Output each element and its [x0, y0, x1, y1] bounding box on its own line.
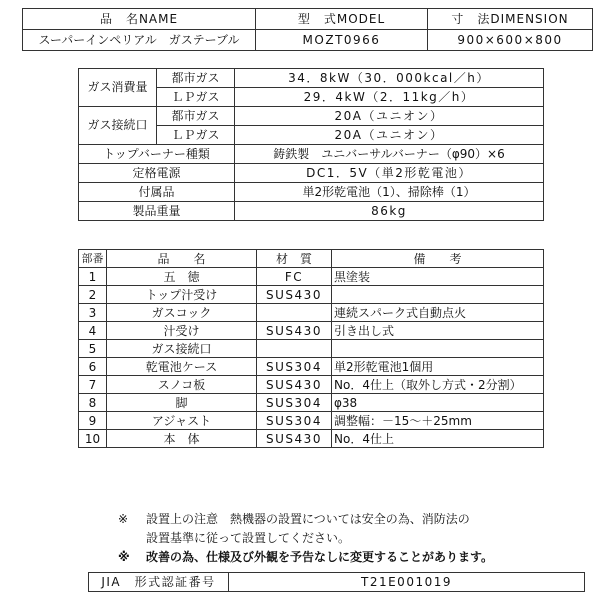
part-material [257, 340, 332, 358]
part-material: FC [257, 268, 332, 286]
spec-table [78, 68, 544, 221]
header-value-row [23, 30, 593, 51]
part-number: 9 [79, 412, 107, 430]
installation-note [118, 510, 493, 548]
part-number: 4 [79, 322, 107, 340]
part-remarks: 黒塗装 [332, 268, 544, 286]
part-number: 3 [79, 304, 107, 322]
part-number: 8 [79, 394, 107, 412]
part-number: 5 [79, 340, 107, 358]
parts-row [79, 268, 544, 286]
certification-label: JIA 形式認証番号 [89, 573, 229, 592]
product-name: スーパーインペリアル ガステーブル [23, 30, 256, 51]
part-name: トップ汁受け [107, 286, 257, 304]
lp-gas-label: ＬＰガス [157, 126, 235, 145]
accessories-label: 付属品 [79, 183, 235, 202]
change-notice-line: 改善の為、仕様及び外観を予告なしに変更することがあります。 [146, 550, 494, 564]
parts-body [79, 268, 544, 448]
parts-row [79, 430, 544, 448]
parts-row [79, 286, 544, 304]
material-header: 材 質 [257, 250, 332, 268]
part-number-header: 部番 [79, 250, 107, 268]
part-remarks: φ38 [332, 394, 544, 412]
part-remarks: 調整幅：－15～＋25mm [332, 412, 544, 430]
parts-row [79, 304, 544, 322]
spec-row-weight [79, 202, 544, 221]
lp-gas-label: ＬＰガス [157, 88, 235, 107]
parts-row [79, 394, 544, 412]
header-table [22, 8, 593, 51]
certification-number: T21E001019 [229, 573, 585, 592]
part-material: SUS430 [257, 430, 332, 448]
part-material: SUS304 [257, 358, 332, 376]
part-name: 乾電池ケース [107, 358, 257, 376]
installation-note-line: 設置基準に従って設置してください。 [146, 531, 351, 545]
part-name: 汁受け [107, 322, 257, 340]
parts-row [79, 358, 544, 376]
notes [118, 510, 493, 567]
spec-row-gas-consumption-city [79, 69, 544, 88]
part-name: ガスコック [107, 304, 257, 322]
spec-row-accessories [79, 183, 544, 202]
parts-row [79, 322, 544, 340]
note-mark: ※ [118, 512, 129, 526]
part-material [257, 304, 332, 322]
parts-header-row [79, 250, 544, 268]
gas-connection-label: ガス接続口 [79, 107, 157, 145]
part-name: アジャスト [107, 412, 257, 430]
parts-table [78, 249, 544, 448]
gas-consumption-label: ガス消費量 [79, 69, 157, 107]
gas-connection-lp-value: 20A（ユニオン） [235, 126, 544, 145]
part-material: SUS430 [257, 376, 332, 394]
certification-table [88, 572, 585, 592]
part-number: 10 [79, 430, 107, 448]
parts-row [79, 412, 544, 430]
part-remarks [332, 340, 544, 358]
dimensions: 900×600×800 [428, 30, 593, 51]
part-remarks: 連続スパーク式自動点火 [332, 304, 544, 322]
gas-consumption-city-value: 34．8kW（30．000kcal／h） [235, 69, 544, 88]
change-notice [118, 548, 493, 567]
part-remarks: No．4仕上（取外し方式・2分割） [332, 376, 544, 394]
burner-type-label: トップバーナー種類 [79, 145, 235, 164]
part-number: 1 [79, 268, 107, 286]
city-gas-label: 都市ガス [157, 69, 235, 88]
part-name-header: 品 名 [107, 250, 257, 268]
model-number: MOZT0966 [256, 30, 428, 51]
product-weight-label: 製品重量 [79, 202, 235, 221]
burner-type-value: 鋳鉄製 ユニバーサルバーナー（φ90）×6 [235, 145, 544, 164]
part-remarks: 引き出し式 [332, 322, 544, 340]
part-material: SUS430 [257, 286, 332, 304]
product-weight-value: 86kg [235, 202, 544, 221]
name-column-header: 品 名NAME [23, 9, 256, 30]
part-remarks: 単2形乾電池1個用 [332, 358, 544, 376]
accessories-value: 単2形乾電池（1）、掃除棒（1） [235, 183, 544, 202]
spec-row-gas-connection-city [79, 107, 544, 126]
gas-consumption-lp-value: 29．4kW（2．11kg／h） [235, 88, 544, 107]
remarks-header: 備 考 [332, 250, 544, 268]
header-row [23, 9, 593, 30]
part-remarks: No．4仕上 [332, 430, 544, 448]
spec-row-power [79, 164, 544, 183]
part-name: 脚 [107, 394, 257, 412]
spec-row-burner [79, 145, 544, 164]
part-name: 本 体 [107, 430, 257, 448]
certification-row [89, 573, 585, 592]
part-number: 7 [79, 376, 107, 394]
model-column-header: 型 式MODEL [256, 9, 428, 30]
parts-row [79, 340, 544, 358]
gas-connection-city-value: 20A（ユニオン） [235, 107, 544, 126]
installation-note-line: 設置上の注意 熱機器の設置については安全の為、消防法の [146, 512, 470, 526]
part-name: 五 徳 [107, 268, 257, 286]
parts-row [79, 376, 544, 394]
part-material: SUS304 [257, 412, 332, 430]
part-material: SUS304 [257, 394, 332, 412]
part-number: 2 [79, 286, 107, 304]
dimension-column-header: 寸 法DIMENSION [428, 9, 593, 30]
part-name: ガス接続口 [107, 340, 257, 358]
city-gas-label: 都市ガス [157, 107, 235, 126]
part-name: スノコ板 [107, 376, 257, 394]
rated-power-label: 定格電源 [79, 164, 235, 183]
part-remarks [332, 286, 544, 304]
part-material: SUS430 [257, 322, 332, 340]
note-mark: ※ [118, 550, 130, 564]
part-number: 6 [79, 358, 107, 376]
rated-power-value: DC1．5V（単2形乾電池） [235, 164, 544, 183]
